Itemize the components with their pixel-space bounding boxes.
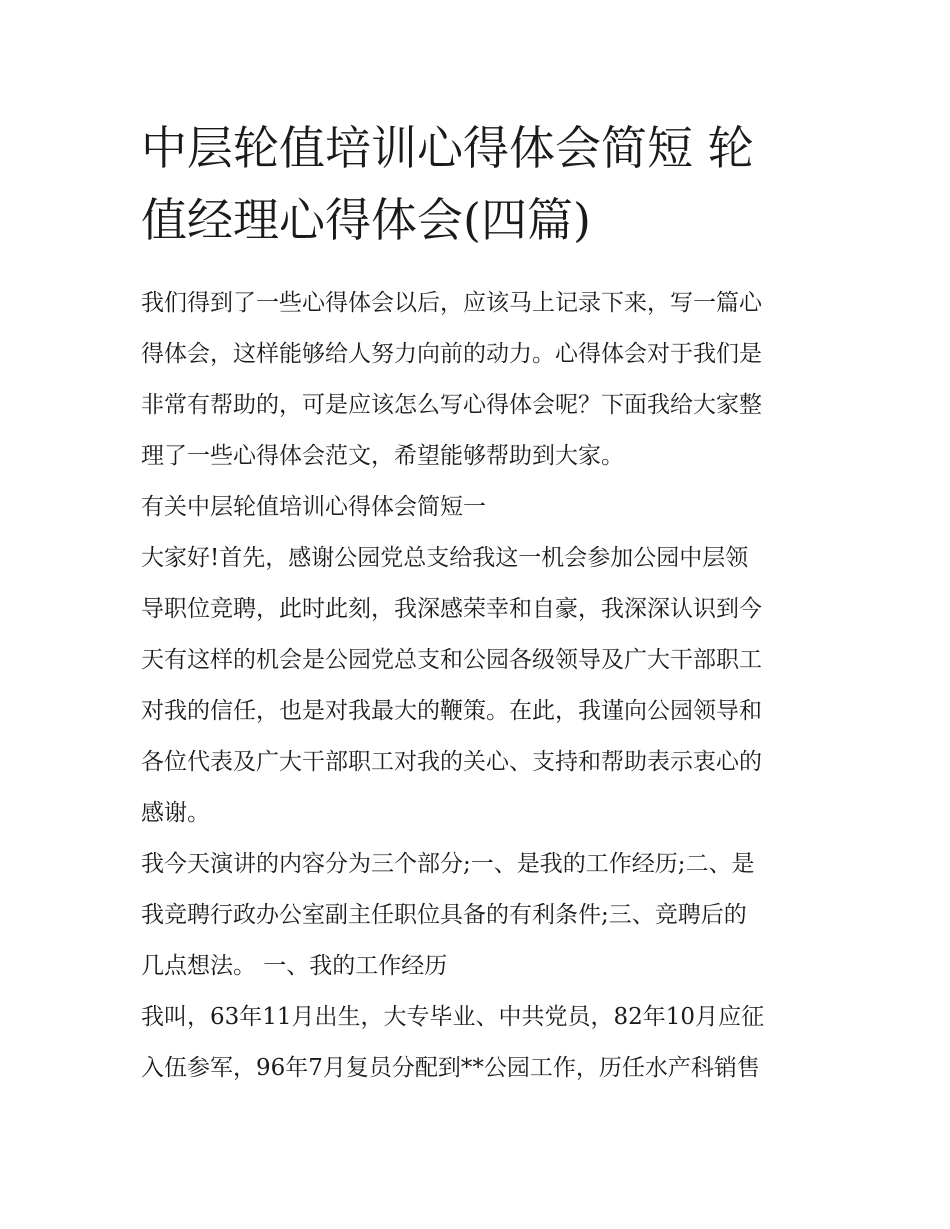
title-line: 值经理心得体会(四篇) [141,193,591,247]
text-line: 有关中层轮值培训心得体会简短一 [141,494,486,520]
body-paragraph [141,839,813,992]
text-line: 入伍参军，96年7月复员分配到**公园工作，历任水产科销售 [141,1055,760,1081]
text-line: 我竞聘行政办公室副主任职位具备的有利条件;三、竞聘后的 [141,902,747,928]
text-line: 我们得到了一些心得体会以后，应该马上记录下来，写一篇心 [141,290,762,316]
text-line: 对我的信任，也是对我最大的鞭策。在此，我谨向公园领导和 [141,698,762,724]
text-line: 导职位竞聘，此时此刻，我深感荣幸和自豪，我深深认识到今 [141,596,762,622]
text-line: 理了一些心得体会范文，希望能够帮助到大家。 [141,443,624,469]
text-line: 各位代表及广大干部职工对我的关心、支持和帮助表示衷心的 [141,749,762,775]
text-line: 我今天演讲的内容分为三个部分;一、是我的工作经历;二、是 [141,851,755,877]
document-page [141,112,813,1094]
body-paragraph [141,533,813,839]
text-line: 大家好!首先，感谢公园党总支给我这一机会参加公园中层领 [141,545,749,571]
intro-paragraph [141,278,813,482]
text-line: 我叫，63年11月出生，大专毕业、中共党员，82年10月应征 [141,1004,765,1030]
text-line: 几点想法。 一、我的工作经历 [141,953,448,979]
document-title [141,112,813,256]
title-line: 中层轮值培训心得体会简短 轮 [141,121,754,175]
text-line: 得体会，这样能够给人努力向前的动力。心得体会对于我们是 [141,341,762,367]
text-line: 天有这样的机会是公园党总支和公园各级领导及广大干部职工 [141,647,762,673]
text-line: 感谢。 [141,800,210,826]
text-line: 非常有帮助的，可是应该怎么写心得体会呢？下面我给大家整 [141,392,762,418]
body-paragraph [141,992,813,1094]
section-heading [141,482,813,533]
